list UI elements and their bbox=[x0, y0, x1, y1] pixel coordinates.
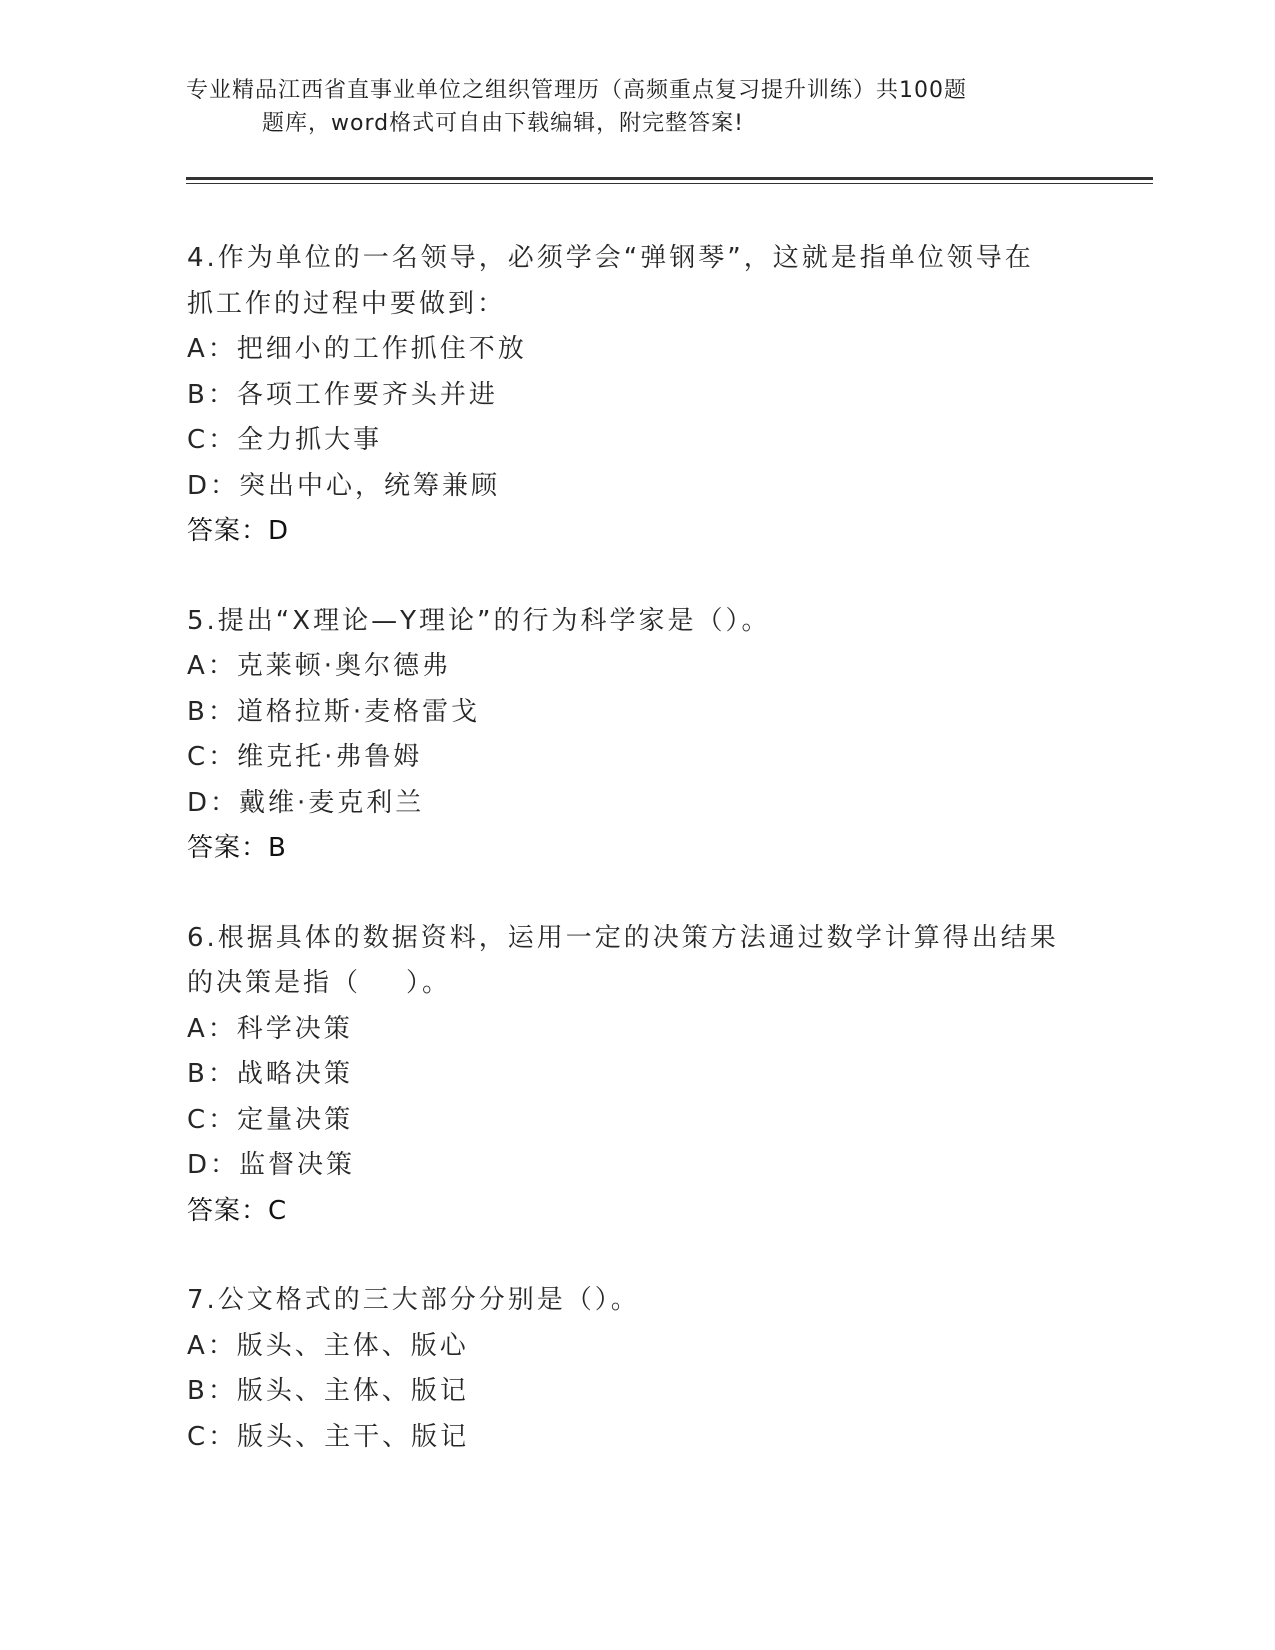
header-line-2: 题库，word格式可自由下载编辑，附完整答案! bbox=[262, 111, 744, 136]
question-block bbox=[187, 916, 1087, 1235]
question-block bbox=[187, 1278, 1087, 1460]
header-divider-thin bbox=[186, 183, 1153, 184]
option-d: D：监督决策 bbox=[187, 1150, 356, 1180]
question-text: 6.根据具体的数据资料，运用一定的决策方法通过数学计算得出结果 bbox=[187, 922, 1059, 953]
option-c: C：版头、主干、版记 bbox=[187, 1421, 470, 1452]
question-text: 7.公文格式的三大部分分别是（）。 bbox=[187, 1285, 640, 1315]
option-a: A：把细小的工作抓住不放 bbox=[187, 334, 527, 364]
option-b: B：战略决策 bbox=[187, 1059, 353, 1089]
option-c: C：全力抓大事 bbox=[187, 425, 383, 455]
question-block bbox=[187, 236, 1087, 555]
option-a: A：克莱顿·奥尔德弗 bbox=[187, 651, 452, 681]
option-b: B：版头、主体、版记 bbox=[187, 1376, 469, 1406]
option-c: C：定量决策 bbox=[187, 1104, 354, 1135]
answer-text: 答案：B bbox=[187, 833, 287, 863]
option-b: B：道格拉斯·麦格雷戈 bbox=[187, 696, 481, 727]
answer-text: 答案：C bbox=[187, 1195, 288, 1226]
header-divider-thick bbox=[186, 177, 1153, 180]
option-d: D：戴维·麦克利兰 bbox=[187, 787, 425, 818]
option-c: C：维克托·弗鲁姆 bbox=[187, 742, 423, 772]
option-a: A：版头、主体、版心 bbox=[187, 1330, 469, 1361]
question-text: 5.提出“X理论—Y理论”的行为科学家是（）。 bbox=[187, 605, 771, 636]
document-header bbox=[186, 74, 1066, 140]
question-text: 的决策是指（ ）。 bbox=[187, 968, 452, 998]
question-block bbox=[187, 599, 1087, 872]
question-text: 抓工作的过程中要做到： bbox=[187, 288, 507, 319]
option-d: D：突出中心，统筹兼顾 bbox=[187, 470, 501, 501]
option-a: A：科学决策 bbox=[187, 1013, 353, 1044]
question-list bbox=[187, 236, 1087, 1504]
answer-text: 答案：D bbox=[187, 516, 290, 546]
question-text: 4.作为单位的一名领导，必须学会“弹钢琴”，这就是指单位领导在 bbox=[187, 243, 1034, 273]
header-line-1: 专业精品江西省直事业单位之组织管理历（高频重点复习提升训练）共100题 bbox=[186, 78, 967, 103]
option-b: B：各项工作要齐头并进 bbox=[187, 379, 498, 410]
